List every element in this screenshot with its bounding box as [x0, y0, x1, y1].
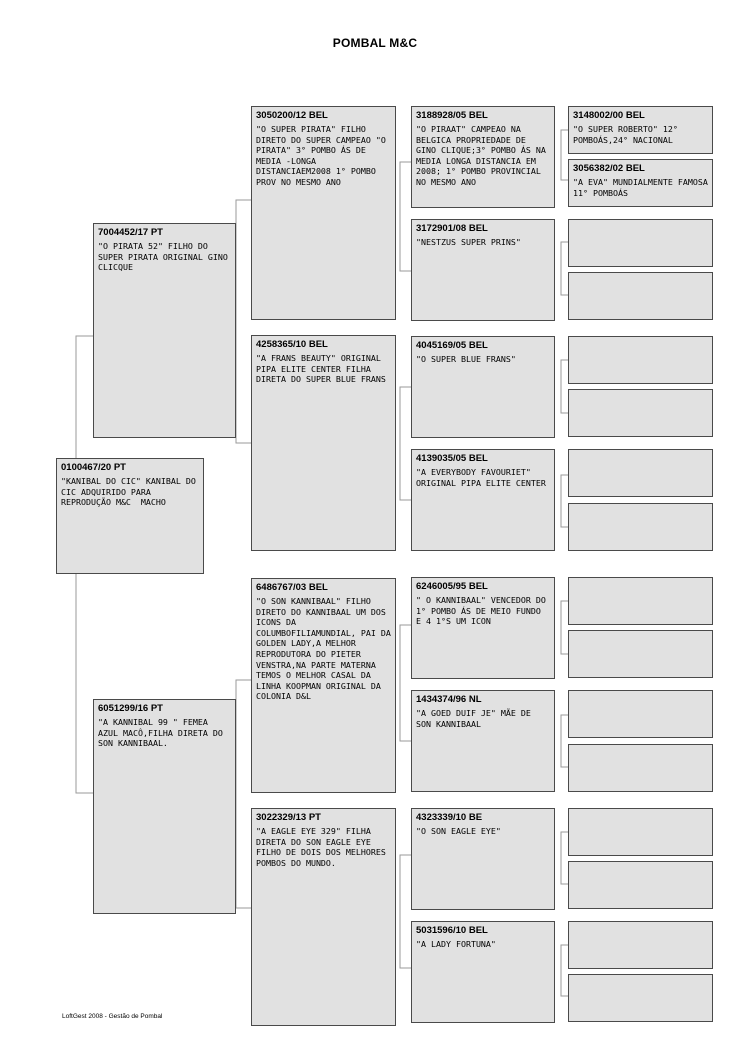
ring-number: 3172901/08 BEL: [416, 223, 488, 234]
pigeon-description: "O SUPER ROBERTO" 12° POMBOÁS,24° NACIONAL: [573, 124, 683, 145]
pedigree-card-gen5-7[interactable]: [568, 449, 713, 497]
ring-number: 6051299/16 PT: [98, 703, 163, 714]
ring-number: 3056382/02 BEL: [573, 163, 645, 174]
pigeon-description: "O SUPER BLUE FRANS": [416, 354, 516, 364]
ring-number: 6246005/95 BEL: [416, 581, 488, 592]
ring-number: 3148002/00 BEL: [573, 110, 645, 121]
pedigree-card-ssd[interactable]: [411, 219, 555, 321]
pigeon-description: "O PIRAAT" CAMPEAO NA BELGICA PROPRIEDADE DE GINO CLIQUE;3° POMBO ÁS NA MEDIA LONGA DISTANCIA EM 2008; 1° POMBO PROVINCIAL NO MESMO ANO: [416, 124, 551, 187]
pedigree-card-subject[interactable]: [56, 458, 204, 574]
ring-number: 5031596/10 BEL: [416, 925, 488, 936]
ring-number: 3022329/13 PT: [256, 812, 321, 823]
pedigree-card-dds[interactable]: [411, 808, 555, 910]
pedigree-card-sds[interactable]: [411, 336, 555, 438]
pedigree-card-sire-dam[interactable]: [251, 335, 396, 551]
pigeon-description: "O PIRATA 52" FILHO DO SUPER PIRATA ORIGINAL GINO CLICQUE: [98, 241, 233, 273]
pedigree-card-sire-sire[interactable]: [251, 106, 396, 320]
pedigree-card-gen5-8[interactable]: [568, 503, 713, 551]
ring-number: 4139035/05 BEL: [416, 453, 488, 464]
pedigree-card-gen5-5[interactable]: [568, 336, 713, 384]
pigeon-description: "A FRANS BEAUTY" ORIGINAL PIPA ELITE CENTER FILHA DIRETA DO SUPER BLUE FRANS: [256, 353, 386, 385]
pigeon-description: "A EAGLE EYE 329" FILHA DIRETA DO SON EAGLE EYE FILHO DE DOIS DOS MELHORES POMBOS DO MUNDO.: [256, 826, 391, 868]
ring-number: 3188928/05 BEL: [416, 110, 488, 121]
pigeon-description: "A EVA" MUNDIALMENTE FAMOSA 11° POMBOÁS: [573, 177, 718, 198]
ring-number: 0100467/20 PT: [61, 462, 126, 473]
pigeon-description: " O KANNIBAAL" VENCEDOR DO 1° POMBO ÁS DE MEIO FUNDO E 4 1°S UM ICON: [416, 595, 551, 627]
pedigree-card-gen5-4[interactable]: [568, 272, 713, 320]
pedigree-card-dss[interactable]: [411, 577, 555, 679]
pedigree-card-gen5-2[interactable]: [568, 159, 718, 207]
ring-number: 4045169/05 BEL: [416, 340, 488, 351]
pigeon-description: "A LADY FORTUNA": [416, 939, 496, 949]
page-title: POMBAL M&C: [332, 36, 418, 50]
pigeon-description: "A GOED DUIF JE" MÃE DE SON KANNIBAAL: [416, 708, 536, 729]
pigeon-description: "O SON EAGLE EYE": [416, 826, 501, 836]
pedigree-card-dsd[interactable]: [411, 690, 555, 792]
pigeon-description: "NESTZUS SUPER PRINS": [416, 237, 521, 247]
pedigree-card-gen5-3[interactable]: [568, 219, 713, 267]
pedigree-card-sdd[interactable]: [411, 449, 555, 551]
pedigree-card-ddd[interactable]: [411, 921, 555, 1023]
pedigree-card-dam-dam[interactable]: [251, 808, 396, 1026]
pedigree-card-dam[interactable]: [93, 699, 236, 914]
pedigree-card-gen5-11[interactable]: [568, 690, 713, 738]
ring-number: 4258365/10 BEL: [256, 339, 328, 350]
ring-number: 7004452/17 PT: [98, 227, 163, 238]
pedigree-card-gen5-6[interactable]: [568, 389, 713, 437]
pedigree-card-sss[interactable]: [411, 106, 555, 208]
pedigree-card-gen5-15[interactable]: [568, 921, 713, 969]
ring-number: 1434374/96 NL: [416, 694, 482, 705]
pigeon-description: "KANIBAL DO CIC" KANIBAL DO CIC ADQUIRIDO PARA REPRODUÇÃO M&C MACHO: [61, 476, 201, 508]
ring-number: 6486767/03 BEL: [256, 582, 328, 593]
footer-credit: LoftGest 2008 - Gestão de Pombal: [62, 1013, 163, 1020]
pedigree-card-gen5-16[interactable]: [568, 974, 713, 1022]
ring-number: 3050200/12 BEL: [256, 110, 328, 121]
pedigree-card-dam-sire[interactable]: [251, 578, 396, 793]
pigeon-description: "O SON KANNIBAAL" FILHO DIRETO DO KANNIBAAL UM DOS ICONS DA COLUMBOFILIAMUNDIAL, PAI DA GOLDEN LADY,A MELHOR REPRODUTORA DO PIETER VENSTRA,NA PARTE MATERNA TEMOS O MELHOR CASAL DA LINHA KOOPMAN ORIGINAL DA COLONIA D&L: [256, 596, 396, 702]
pigeon-description: "A KANNIBAL 99 " FEMEA AZUL MACÔ,FILHA DIRETA DO SON KANNIBAAL.: [98, 717, 228, 749]
pigeon-description: "O SUPER PIRATA" FILHO DIRETO DO SUPER CAMPEAO "O PIRATA" 3° POMBO ÁS DE MEDIA -LONGA DISTANCIAEM2008 1° POMBO PROV NO MESMO ANO: [256, 124, 391, 187]
pedigree-card-gen5-10[interactable]: [568, 630, 713, 678]
pedigree-card-gen5-12[interactable]: [568, 744, 713, 792]
pedigree-card-gen5-14[interactable]: [568, 861, 713, 909]
pigeon-description: "A EVERYBODY FAVOURIET" ORIGINAL PIPA ELITE CENTER: [416, 467, 546, 488]
pedigree-card-gen5-1[interactable]: [568, 106, 713, 154]
pedigree-card-gen5-9[interactable]: [568, 577, 713, 625]
ring-number: 4323339/10 BE: [416, 812, 483, 823]
pedigree-card-sire[interactable]: [93, 223, 236, 438]
pedigree-card-gen5-13[interactable]: [568, 808, 713, 856]
